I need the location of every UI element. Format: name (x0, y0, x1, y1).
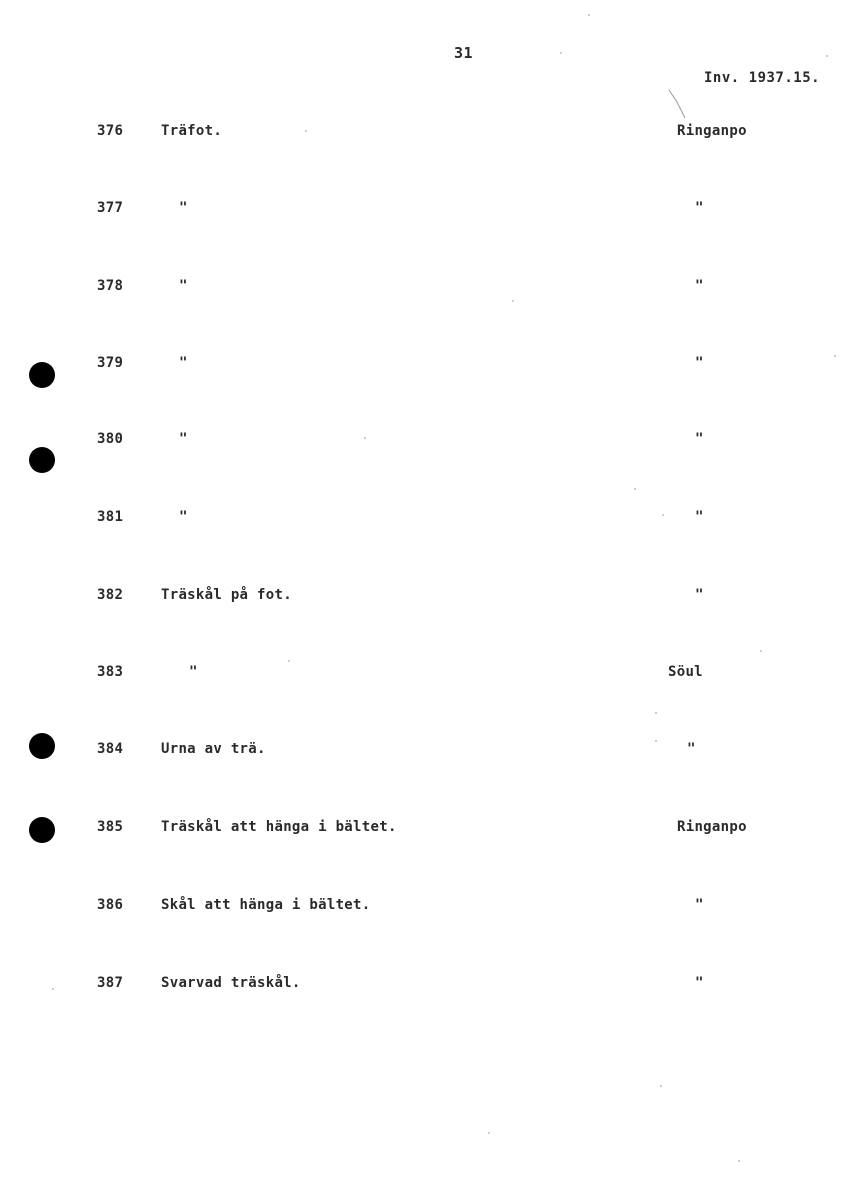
scan-speck (655, 712, 657, 714)
scan-speck (760, 650, 762, 652)
entry-description: " (179, 431, 188, 447)
entry-description: " (179, 278, 188, 294)
entry-number: 377 (97, 200, 124, 216)
entry-description: Träfot. (161, 123, 223, 139)
scan-speck (660, 1085, 662, 1087)
scan-speck (488, 1132, 490, 1134)
entry-place: " (695, 431, 704, 447)
entry-description: Skål att hänga i bältet. (161, 897, 371, 913)
entry-place: Ringanpo (677, 819, 747, 835)
entry-number: 380 (97, 431, 124, 447)
entry-description: Svarvad träskål. (161, 975, 301, 991)
scan-speck (826, 55, 828, 57)
inventory-entry (0, 587, 857, 609)
entry-number: 376 (97, 123, 124, 139)
inventory-entry (0, 123, 857, 145)
entry-place: " (687, 741, 696, 757)
scan-speck (364, 437, 366, 439)
entry-number: 386 (97, 897, 124, 913)
page-number: 31 (454, 44, 474, 62)
entry-place: " (695, 897, 704, 913)
scan-speck (634, 488, 636, 490)
scan-speck (662, 514, 664, 516)
entry-place: " (695, 509, 704, 525)
entry-description: " (189, 664, 198, 680)
scan-speck (834, 355, 836, 357)
inventory-entry (0, 897, 857, 919)
entry-description: " (179, 509, 188, 525)
scan-speck (288, 660, 290, 662)
inventory-entry (0, 278, 857, 300)
inventory-entry (0, 975, 857, 997)
inventory-entry (0, 509, 857, 531)
inventory-entry (0, 200, 857, 222)
entry-place: " (695, 587, 704, 603)
entry-place: " (695, 278, 704, 294)
entry-number: 383 (97, 664, 124, 680)
entry-place: " (695, 975, 704, 991)
inventory-entry (0, 431, 857, 453)
inventory-entry (0, 741, 857, 763)
entry-number: 384 (97, 741, 124, 757)
entry-place: " (695, 355, 704, 371)
entry-description: Träskål på fot. (161, 587, 292, 603)
scan-speck (52, 988, 54, 990)
entry-place: Söul (668, 664, 703, 680)
entry-number: 381 (97, 509, 124, 525)
scan-speck (512, 300, 514, 302)
entry-place: Ringanpo (677, 123, 747, 139)
entry-number: 385 (97, 819, 124, 835)
entry-description: " (179, 355, 188, 371)
inventory-entry (0, 664, 857, 686)
pen-mark (667, 88, 691, 122)
entry-number: 382 (97, 587, 124, 603)
scan-speck (588, 14, 590, 16)
inventory-entry (0, 819, 857, 841)
inventory-reference: Inv. 1937.15. (704, 70, 821, 86)
entry-description: Urna av trä. (161, 741, 266, 757)
scan-speck (738, 1160, 740, 1162)
entry-number: 378 (97, 278, 124, 294)
scan-speck (305, 130, 307, 132)
entry-place: " (695, 200, 704, 216)
entry-description: " (179, 200, 188, 216)
scan-speck (655, 740, 657, 742)
entry-number: 387 (97, 975, 124, 991)
scan-speck (560, 52, 562, 54)
inventory-entry (0, 355, 857, 377)
entry-description: Träskål att hänga i bältet. (161, 819, 397, 835)
entry-number: 379 (97, 355, 124, 371)
